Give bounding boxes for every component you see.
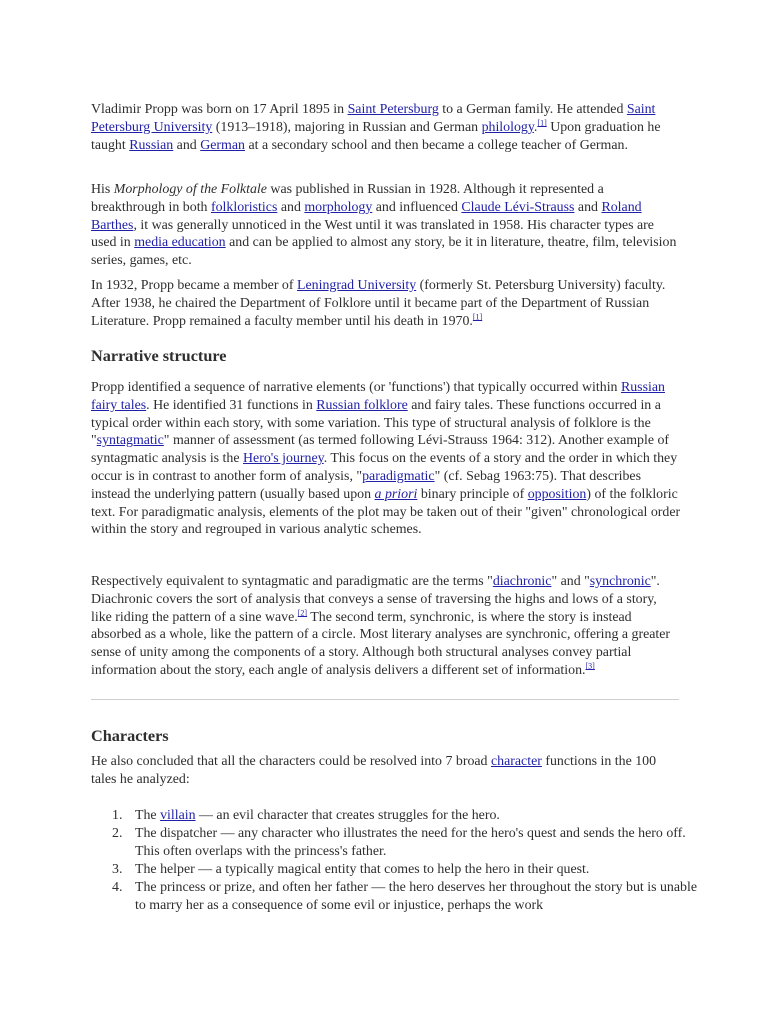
text: . (533, 119, 538, 135)
text: Upon graduation he taught (91, 119, 661, 153)
link-saint-petersburg-university[interactable]: Saint Petersburg University (91, 102, 656, 135)
text: . This focus on the events of a story and the order in which they occur is in contrast to another form of analysis, " (91, 451, 678, 484)
list-number: 2. (112, 826, 123, 841)
text: ". Diachronic covers the sort of analysis that conveys a sense of traversing the highs and lows of a story, like riding the pattern of a sine wave. (91, 574, 660, 625)
text: . He identified 31 functions in (146, 397, 317, 413)
text: a priori (374, 486, 418, 502)
paragraph-leningrad (91, 277, 681, 330)
link-character[interactable]: character (490, 754, 542, 769)
heading-characters: Characters (91, 727, 169, 745)
text: The helper — a typically magical entity that comes to help the hero in their quest. (135, 862, 590, 877)
paragraph-early-life (91, 101, 681, 154)
text: and fairy tales. These functions occurred in a typical order within each story, with some variation. This type of structural analysis of folklore is the " (91, 397, 661, 449)
link-heros-journey[interactable]: Hero's journey (243, 451, 324, 467)
list-item (112, 861, 703, 879)
text: Respectively equivalent to syntagmatic and paradigmatic are the terms " (91, 574, 493, 589)
text: and (173, 137, 201, 153)
text: " manner of assessment (as termed following Lévi-Strauss 1964: 312). Another example of syntagmatic analysis is the (91, 433, 670, 467)
text: and (277, 199, 305, 215)
text: to a German family. He attended (438, 102, 627, 117)
link-roland-barthes[interactable]: Roland Barthes (91, 199, 642, 233)
text: and influenced (372, 199, 462, 215)
link-claude-levi-strauss[interactable]: Claude Lévi-Strauss (461, 199, 575, 215)
text: His (91, 182, 114, 197)
text: (1913–1918), majoring in Russian and German (212, 119, 482, 135)
link-leningrad-university[interactable]: Leningrad University (296, 278, 417, 293)
text: The (135, 808, 161, 823)
section-divider (91, 699, 679, 700)
link-villain[interactable]: villain (160, 808, 196, 823)
link-diachronic[interactable]: diachronic (492, 574, 552, 589)
text: In 1932, Propp became a member of (91, 278, 297, 293)
paragraph-characters-intro (91, 753, 681, 789)
paragraph-morphology (91, 181, 681, 270)
link-syntagmatic[interactable]: syntagmatic (96, 433, 164, 449)
text: Vladimir Propp was born on 17 April 1895 in (91, 102, 348, 117)
link-russian-folklore[interactable]: Russian folklore (316, 397, 408, 413)
link-paradigmatic[interactable]: paradigmatic (362, 468, 435, 484)
list-item (112, 807, 703, 825)
text: functions in the 100 tales he analyzed: (91, 754, 657, 787)
book-title: Morphology of the Folktale (113, 182, 267, 197)
paragraph-narrative-structure (91, 379, 681, 539)
link-morphology[interactable]: morphology (304, 199, 373, 215)
text: Propp identified a sequence of narrative elements (or 'functions') that typically occurred within (91, 380, 621, 395)
citation-3[interactable]: [3] (585, 661, 595, 671)
heading-narrative-structure: Narrative structure (91, 347, 227, 365)
paragraph-diachronic-synchronic (91, 573, 681, 680)
link-media-education[interactable]: media education (134, 235, 226, 251)
text: ) of the folkloric text. For paradigmatic analysis, elements of the plot may be taken out of their "given" chronological order within the story and regrouped in various analytic schemes. (91, 486, 681, 538)
text: and (574, 199, 602, 215)
list-number: 1. (112, 808, 123, 823)
link-philology[interactable]: philology (481, 119, 534, 135)
text: , it was generally unnoticed in the West until it was translated in 1958. His character types are used in (91, 217, 654, 251)
citation-2[interactable]: [2] (297, 607, 308, 617)
text: and can be applied to almost any story, be it in literature, theatre, film, television series, games, etc. (91, 235, 677, 269)
link-synchronic[interactable]: synchronic (589, 574, 651, 589)
link-russian[interactable]: Russian (129, 137, 174, 153)
link-saint-petersburg[interactable]: Saint Petersburg (347, 102, 439, 117)
list-number: 3. (112, 862, 123, 877)
link-opposition[interactable]: opposition (527, 486, 587, 502)
citation-1[interactable]: [1] (537, 118, 547, 128)
text: The dispatcher — any character who illustrates the need for the hero's quest and sends the hero off. This often overlaps with the princess's father. (135, 826, 686, 859)
list-item (112, 879, 703, 915)
citation-1[interactable]: [1] (472, 311, 483, 321)
list-item (112, 825, 703, 861)
text: — an evil character that creates struggles for the hero. (195, 808, 500, 823)
text: The princess or prize, and often her father — the hero deserves her throughout the story but is unable to marry her as a consequence of some evil or injustice, perhaps the work (135, 880, 698, 913)
text: He also concluded that all the characters could be resolved into 7 broad (91, 754, 491, 769)
link-a-priori[interactable] (375, 487, 418, 502)
text: (formerly St. Petersburg University) faculty. After 1938, he chaired the Department of Folklore until it became part of the Department of Russian Literature. Propp remained a faculty member until his death in 1970. (91, 278, 666, 329)
text: " (cf. Sebag 1963:75). That describes instead the underlying pattern (usually based upon (91, 468, 641, 502)
text: " and " (551, 574, 590, 589)
text: was published in Russian in 1928. Although it represented a breakthrough in both (91, 182, 604, 215)
link-russian-fairy-tales[interactable]: Russian fairy tales (91, 380, 665, 413)
list-number: 4. (112, 880, 123, 895)
text: at a secondary school and then became a college teacher of German. (244, 137, 628, 153)
text: binary principle of (417, 486, 528, 502)
text: The second term, synchronic, is where the story is instead absorbed as a whole, like the pattern of a circle. Most literary analyses are synchronic, offering a greater sense of unity among the components of a story. Although both structural analyses convey partial information about the story, each angle of analysis delivers a different set of information. (91, 609, 671, 678)
link-german[interactable]: German (200, 137, 245, 153)
link-folkloristics[interactable]: folkloristics (210, 199, 278, 215)
